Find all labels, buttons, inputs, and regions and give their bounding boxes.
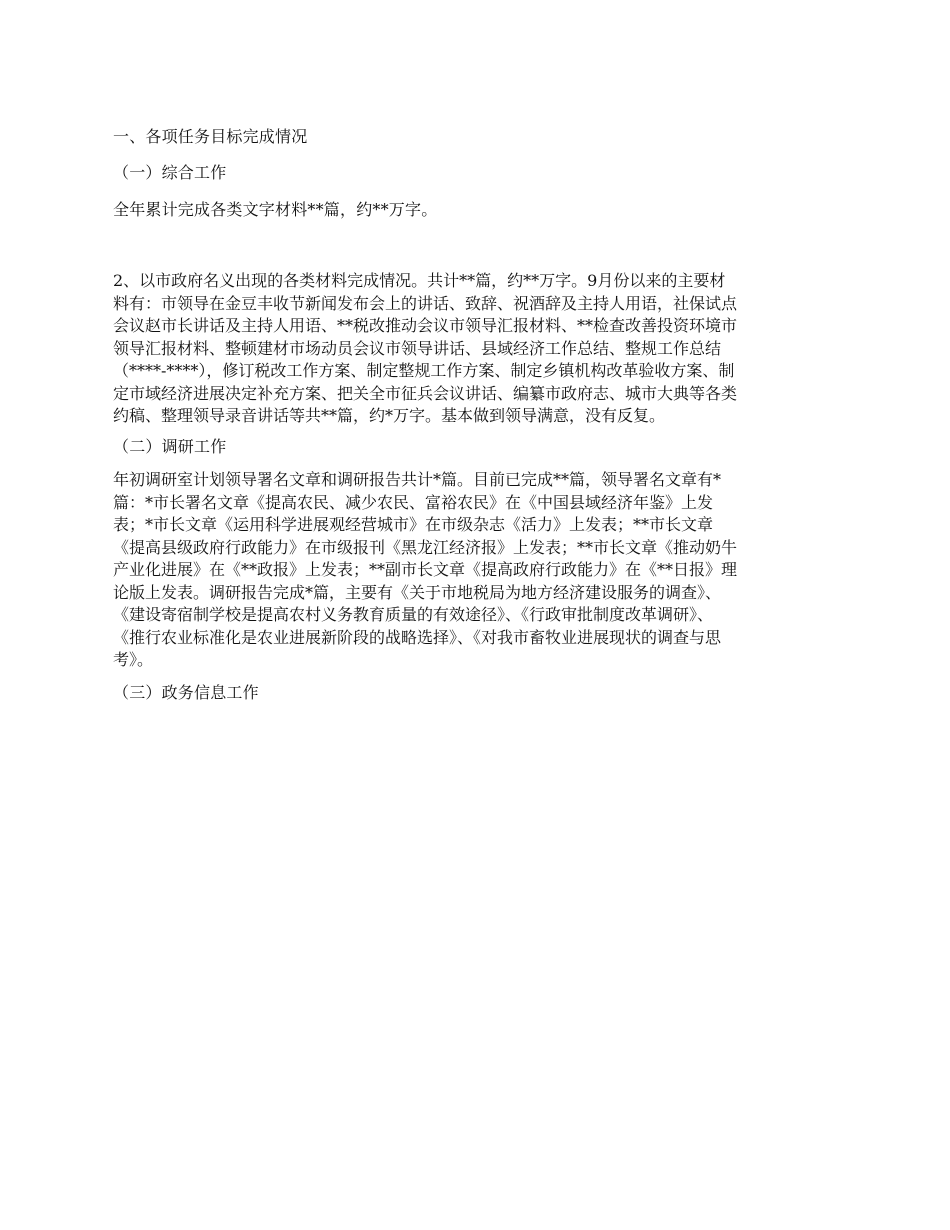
paragraph-line: 领导汇报材料、整顿建材市场动员会议市领导讲话、县域经济工作总结、整规工作总结: [113, 338, 722, 358]
paragraph-line: 考》。: [113, 650, 154, 669]
paragraph-line: 2、以市政府名义出现的各类材料完成情况。共计**篇，约**万字。9月份以来的主要材: [113, 271, 726, 290]
paragraph-line: 会议赵市长讲话及主持人用语、**税改推动会议市领导汇报材料、**检查改善投资环境市: [113, 316, 738, 335]
paragraph-line: 约稿、整理领导录音讲话等共**篇，约*万字。基本做到领导满意，没有反复。: [113, 406, 666, 425]
section-2-title: （二）调研工作: [113, 437, 227, 456]
paragraph-line: 《推行农业标准化是农业进展新阶段的战略选择》、《对我市畜牧业进展现状的调查与思: [113, 627, 722, 647]
paragraph-line: 产业化进展》在《**政报》上发表；**副市长文章《提高政府行政能力》在《**日报》理: [113, 560, 738, 579]
section-3-title: （三）政务信息工作: [113, 683, 259, 702]
paragraph-line: 年初调研室计划领导署名文章和调研报告共计*篇。目前已完成**篇，领导署名文章有*: [113, 470, 722, 489]
section-2-body-paragraph: [113, 469, 843, 672]
paragraph-line: （****-****），修订税改工作方案、制定整规工作方案、制定乡镇机构改革验收方案、制: [113, 361, 735, 380]
paragraph-line: 论版上发表。调研报告完成*篇，主要有《关于市地税局为地方经济建设服务的调查》、: [113, 582, 722, 602]
section-1-item-2-paragraph: [113, 270, 843, 428]
main-heading: 一、各项任务目标完成情况: [113, 127, 308, 146]
paragraph-line: 定市域经济进展决定补充方案、把关全市征兵会议讲话、编纂市政府志、城市大典等各类: [113, 383, 738, 403]
paragraph-line: 《建设寄宿制学校是提高农村义务教育质量的有效途径》、《行政审批制度改革调研》、: [113, 605, 714, 624]
paragraph-line: 表；*市长文章《运用科学进展观经营城市》在市级杂志《活力》上发表；**市长文章: [113, 515, 714, 534]
paragraph-line: 《提高县级政府行政能力》在市级报刊《黑龙江经济报》上发表；**市长文章《推动奶牛: [113, 537, 738, 557]
paragraph-line: 篇：*市长署名文章《提高农民、减少农民、富裕农民》在《中国县域经济年鉴》上发: [113, 492, 714, 512]
section-1-summary: 全年累计完成各类文字材料**篇，约**万字。: [113, 200, 438, 219]
paragraph-line: 料有：市领导在金豆丰收节新闻发布会上的讲话、致辞、祝酒辞及主持人用语，社保试点: [113, 293, 738, 313]
section-1-title: （一）综合工作: [113, 163, 227, 182]
